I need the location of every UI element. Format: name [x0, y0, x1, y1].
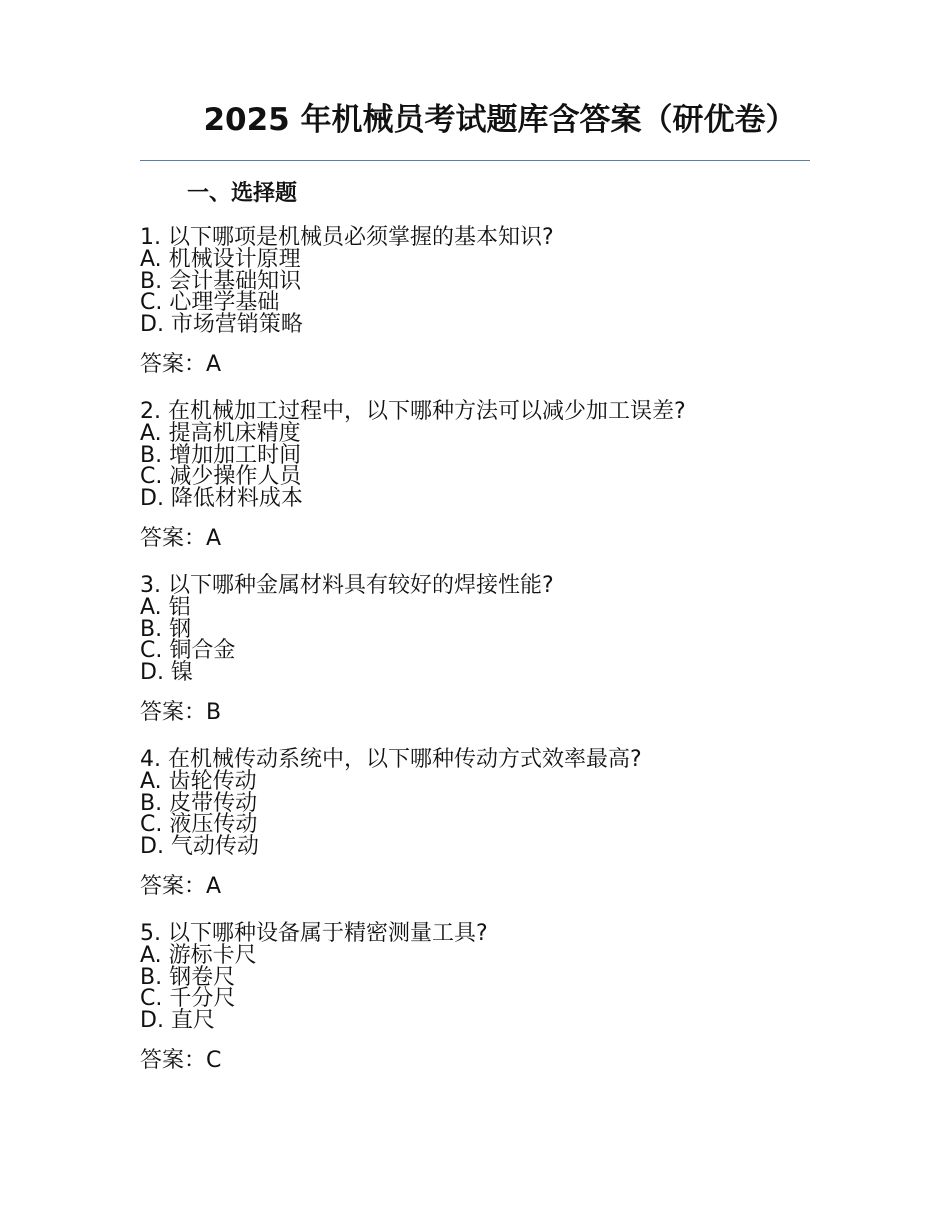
- question-text: 5. 以下哪种设备属于精密测量工具?: [140, 921, 488, 946]
- answer-line: 答案：B: [140, 700, 222, 725]
- question-text: 4. 在机械传动系统中，以下哪种传动方式效率最高?: [140, 747, 642, 772]
- option-a: A. 铝: [140, 595, 191, 620]
- options-list: [140, 769, 820, 859]
- question-text: 3. 以下哪种金属材料具有较好的焊接性能?: [140, 573, 554, 598]
- option-a: A. 游标卡尺: [140, 943, 257, 968]
- question-text: 1. 以下哪项是机械员必须掌握的基本知识?: [140, 225, 554, 250]
- options-list: [140, 247, 820, 337]
- option-b: B. 钢: [140, 616, 192, 642]
- option-c: C. 心理学基础: [140, 290, 280, 315]
- option-b: B. 会计基础知识: [140, 268, 302, 294]
- option-d: D. 气动传动: [140, 833, 259, 859]
- question-2: [140, 400, 820, 552]
- question-4: [140, 748, 820, 900]
- option-c: C. 千分尺: [140, 986, 236, 1011]
- options-list: [140, 595, 820, 685]
- options-list: [140, 943, 820, 1033]
- title-divider: [140, 160, 810, 161]
- page-title: 2025 年机械员考试题库含答案（研优卷）: [203, 102, 797, 138]
- question-1: [140, 226, 820, 378]
- option-b: B. 皮带传动: [140, 790, 258, 816]
- answer-line: 答案：C: [140, 1048, 222, 1073]
- options-list: [140, 421, 820, 511]
- option-d: D. 镍: [140, 659, 193, 685]
- option-d: D. 市场营销策略: [140, 311, 303, 337]
- answer-line: 答案：A: [140, 352, 222, 377]
- option-a: A. 提高机床精度: [140, 421, 301, 446]
- question-5: [140, 922, 820, 1074]
- option-b: B. 钢卷尺: [140, 964, 236, 990]
- answer-line: 答案：A: [140, 874, 222, 899]
- option-d: D. 降低材料成本: [140, 485, 303, 511]
- section-heading: 一、选择题: [187, 181, 298, 206]
- option-c: C. 减少操作人员: [140, 464, 302, 489]
- question-text: 2. 在机械加工过程中，以下哪种方法可以减少加工误差?: [140, 399, 686, 424]
- option-b: B. 增加加工时间: [140, 442, 302, 468]
- question-3: [140, 574, 820, 726]
- option-c: C. 液压传动: [140, 812, 258, 837]
- answer-line: 答案：A: [140, 526, 222, 551]
- option-c: C. 铜合金: [140, 638, 236, 663]
- option-a: A. 齿轮传动: [140, 769, 257, 794]
- option-d: D. 直尺: [140, 1007, 215, 1033]
- option-a: A. 机械设计原理: [140, 247, 301, 272]
